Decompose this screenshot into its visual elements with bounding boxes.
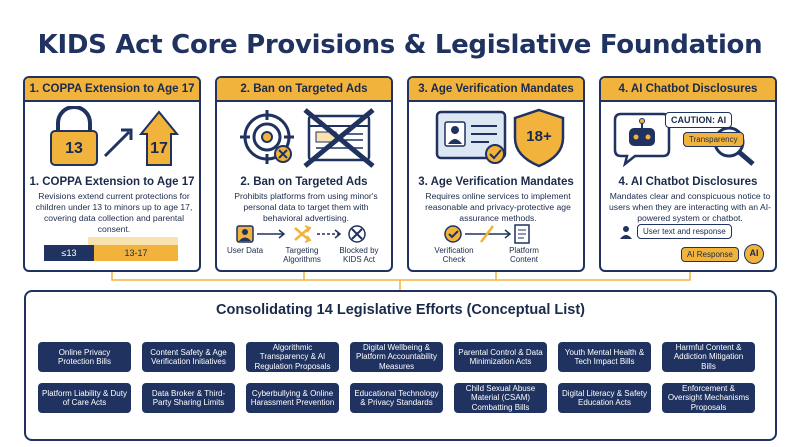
ad-window-crossed-icon (305, 110, 373, 166)
card-icons (409, 106, 583, 168)
card-description: Requires online services to implement reasonable and privacy-protective age assurance methods. (425, 191, 571, 223)
efforts-row2-item: Data Broker & Third-Party Sharing Limits (142, 383, 235, 413)
legislative-efforts-title: Consolidating 14 Legislative Efforts (Conceptual List) (216, 302, 585, 318)
id-card-icon (437, 112, 505, 163)
flow-label-platform: Platform Content (509, 246, 539, 264)
card-icons (601, 106, 775, 168)
card-header: 1. COPPA Extension to Age 17 (25, 78, 199, 102)
card-coppa-extension (23, 76, 201, 272)
user-chat-bubble: User text and response (637, 224, 732, 239)
age-bar-under13: ≤13 (44, 245, 94, 261)
efforts-row1-item: Youth Mental Health & Tech Impact Bills (558, 342, 651, 372)
flow-label-blocked: Blocked by KIDS Act (339, 246, 379, 264)
efforts-row2-item: Platform Liability & Duty of Care Acts (38, 383, 131, 413)
card-icons (25, 106, 199, 168)
card-targeted-ads-ban (215, 76, 393, 272)
age-bar-light (88, 237, 178, 245)
efforts-row2-item: Digital Literacy & Safety Education Acts (558, 383, 651, 413)
card-subtitle: 2. Ban on Targeted Ads (240, 176, 368, 188)
flow-label-verification: Verification Check (434, 246, 474, 264)
blocked-icon (349, 226, 365, 242)
ai-badge: AI (744, 244, 764, 264)
house-age-label: 17 (150, 140, 168, 157)
efforts-row2-item: Child Sexual Abuse Material (CSAM) Combatting Bills (454, 383, 547, 413)
robot-icon (615, 114, 669, 164)
efforts-row1-item: Algorithmic Transparency & AI Regulation Proposals (246, 342, 339, 372)
arrow-up-right-icon (105, 130, 131, 156)
card-description: Mandates clear and conspicuous notice to users when they are interacting with an AI-powered system or chatbot. (609, 191, 771, 223)
card-header: 3. Age Verification Mandates (409, 78, 583, 102)
age-range-bar (44, 241, 178, 259)
efforts-row1-item: Harmful Content & Addiction Mitigation Bills (662, 342, 755, 372)
ai-chat-bubble: AI Response (681, 247, 739, 262)
card-subtitle: 1. COPPA Extension to Age 17 (29, 176, 195, 188)
efforts-row1-item: Parental Control & Data Minimization Acts (454, 342, 547, 372)
card-header: 4. AI Chatbot Disclosures (601, 78, 775, 102)
user-icon (619, 225, 633, 239)
target-icon (240, 110, 294, 164)
document-icon (515, 225, 529, 243)
card-description: Prohibits platforms from using minor's personal data to target them with behavioral advertising. (234, 191, 378, 223)
shuffle-icon (295, 226, 310, 242)
efforts-row2-item: Educational Technology & Privacy Standards (350, 383, 443, 413)
card-subtitle: 3. Age Verification Mandates (418, 176, 574, 188)
card-ai-chatbot-disclosures (599, 76, 777, 272)
caution-ai-label: CAUTION: AI (665, 112, 732, 128)
card-icons (217, 106, 391, 168)
page-title: KIDS Act Core Provisions & Legislative Foundation (37, 30, 763, 60)
check-icon (445, 226, 461, 242)
transparency-label: Transparency (683, 132, 744, 147)
lock-age-label: 13 (65, 140, 83, 157)
card-header: 2. Ban on Targeted Ads (217, 78, 391, 102)
age-bar-13-17: 13-17 (94, 245, 178, 261)
efforts-row2-item: Cyberbullying & Online Harassment Prevention (246, 383, 339, 413)
efforts-row1-item: Online Privacy Protection Bills (38, 342, 131, 372)
card-subtitle: 4. AI Chatbot Disclosures (618, 176, 758, 188)
efforts-row1-item: Digital Wellbeing & Platform Accountability Measures (350, 342, 443, 372)
flow-label-user-data: User Data (227, 246, 264, 255)
age-badge: 18+ (526, 128, 552, 145)
card-description: Revisions extend current protections for children under 13 to minors up to age 17, covering data collection and parental consent. (35, 191, 193, 234)
efforts-row1-item: Content Safety & Age Verification Initiatives (142, 342, 235, 372)
efforts-row2-item: Enforcement & Oversight Mechanisms Proposals (662, 383, 755, 413)
card-age-verification (407, 76, 585, 272)
user-icon (237, 226, 253, 242)
flow-label-targeting: Targeting Algorithms (283, 246, 321, 264)
